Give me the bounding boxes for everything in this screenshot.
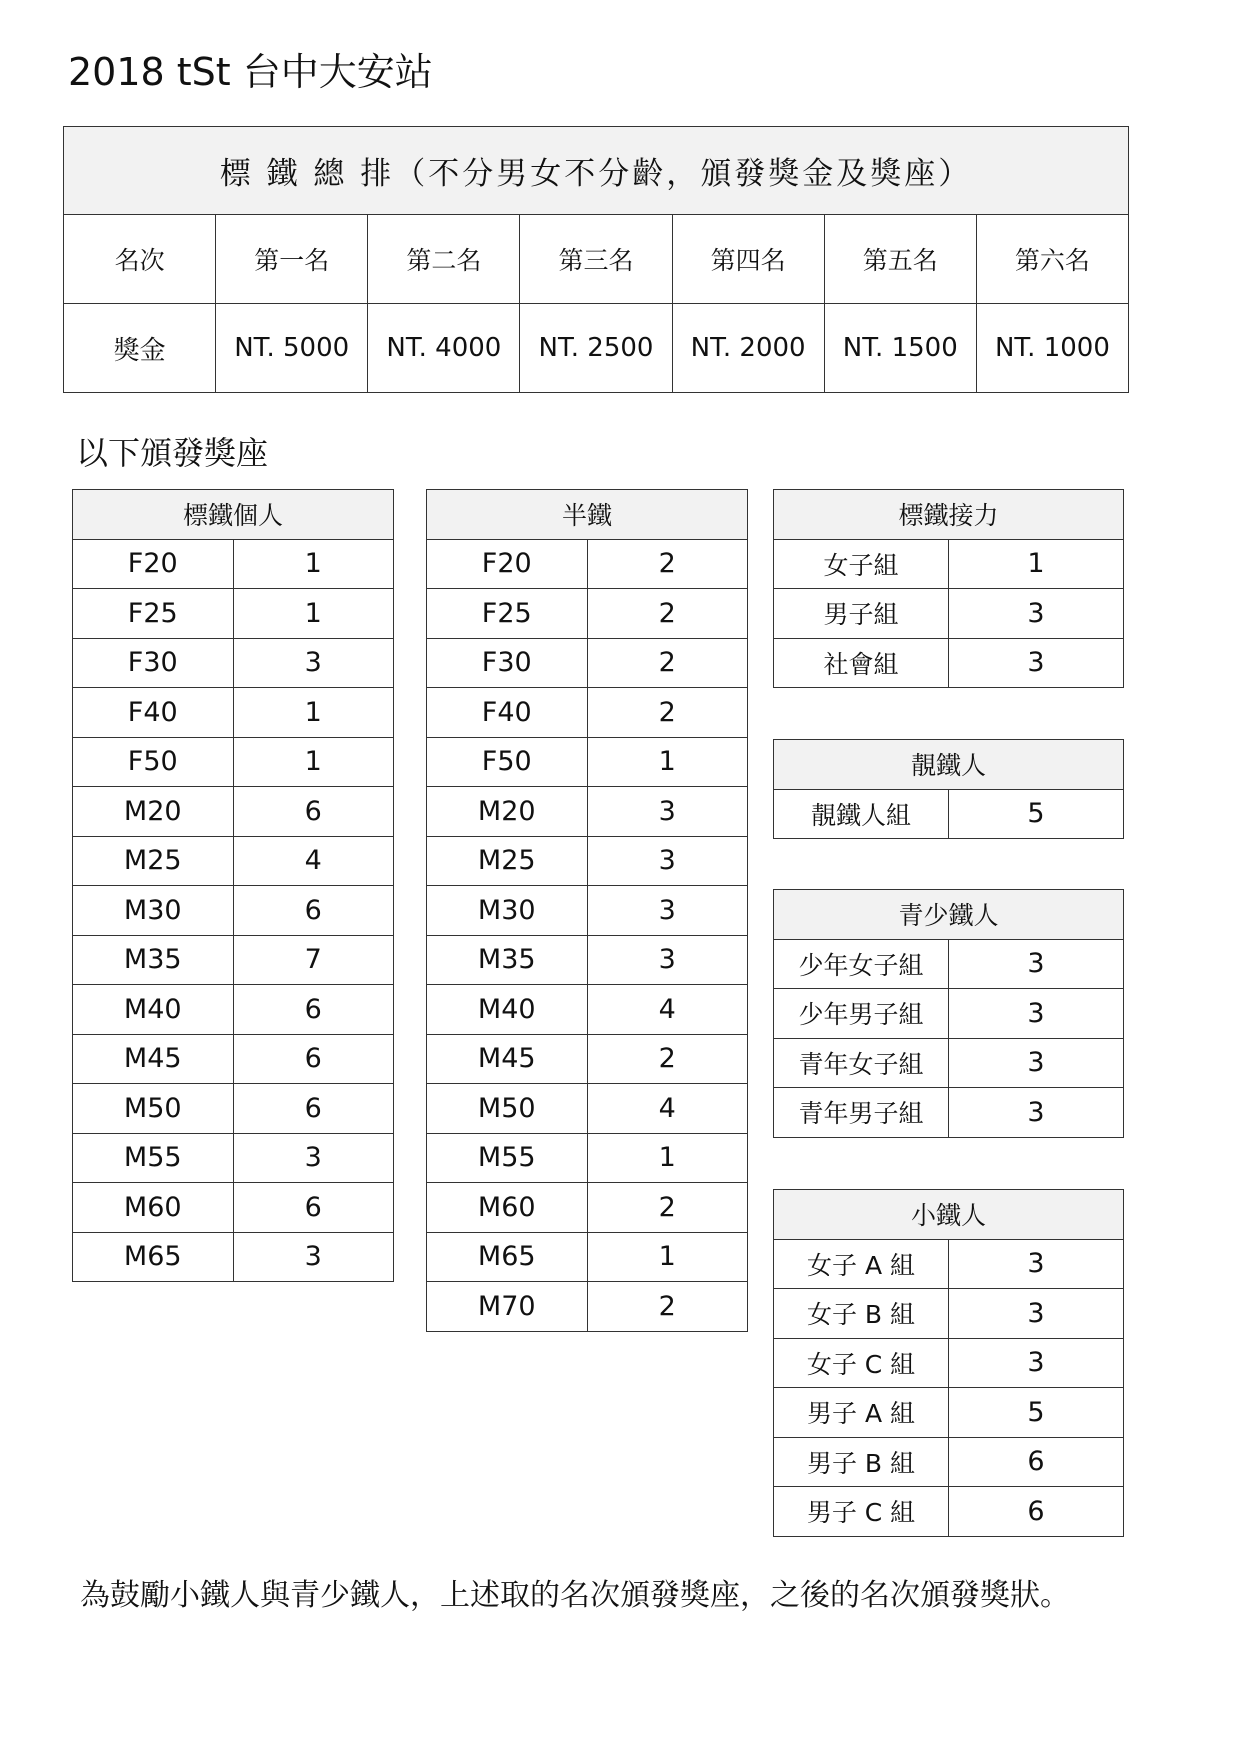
table-row <box>73 836 394 886</box>
table-row <box>73 589 394 639</box>
category-cell: M50 <box>427 1084 588 1134</box>
category-cell: F40 <box>427 688 588 738</box>
table-row <box>73 886 394 936</box>
count-cell: 3 <box>233 1232 394 1282</box>
table-row <box>73 1232 394 1282</box>
table-title: 半鐵 <box>427 490 748 540</box>
table-row <box>427 737 748 787</box>
count-cell: 1 <box>233 737 394 787</box>
count-cell: 2 <box>587 1183 748 1233</box>
count-cell: 2 <box>587 1282 748 1332</box>
rank-cell: 第一名 <box>216 215 368 304</box>
amount-label: 獎金 <box>64 304 216 393</box>
category-cell: 少年男子組 <box>774 989 949 1039</box>
count-cell: 6 <box>949 1487 1124 1537</box>
table-row <box>73 1183 394 1233</box>
table-row <box>73 1133 394 1183</box>
count-cell: 3 <box>949 638 1124 688</box>
count-cell: 6 <box>233 1084 394 1134</box>
count-cell: 6 <box>949 1437 1124 1487</box>
count-cell: 7 <box>233 935 394 985</box>
table-row <box>73 787 394 837</box>
table-title: 標鐵個人 <box>73 490 394 540</box>
count-cell: 3 <box>233 1133 394 1183</box>
table-row <box>427 985 748 1035</box>
count-cell: 5 <box>949 789 1124 839</box>
count-cell: 1 <box>587 1232 748 1282</box>
count-cell: 1 <box>949 539 1124 589</box>
category-cell: 男子組 <box>774 589 949 639</box>
count-cell: 3 <box>949 1289 1124 1339</box>
table-row <box>427 589 748 639</box>
count-cell: 6 <box>233 1034 394 1084</box>
category-cell: M30 <box>427 886 588 936</box>
category-cell: F50 <box>73 737 234 787</box>
table-row <box>427 1282 748 1332</box>
rank-cell: 第三名 <box>520 215 672 304</box>
table-row <box>427 1133 748 1183</box>
count-cell: 3 <box>949 589 1124 639</box>
category-cell: M70 <box>427 1282 588 1332</box>
trophy-section-title: 以下頒發獎座 <box>76 434 269 472</box>
category-cell: M25 <box>73 836 234 886</box>
category-cell: 男子 B 組 <box>774 1437 949 1487</box>
table-row <box>774 1038 1124 1088</box>
category-cell: F25 <box>427 589 588 639</box>
table-row <box>427 886 748 936</box>
category-cell: M40 <box>73 985 234 1035</box>
category-cell: M45 <box>427 1034 588 1084</box>
amount-cell: NT. 1500 <box>824 304 976 393</box>
category-cell: M40 <box>427 985 588 1035</box>
table-row <box>427 935 748 985</box>
kids-table <box>773 1189 1124 1537</box>
table-row <box>774 1388 1124 1438</box>
amount-cell: NT. 2500 <box>520 304 672 393</box>
rank-cell: 第六名 <box>976 215 1128 304</box>
count-cell: 3 <box>587 787 748 837</box>
count-cell: 5 <box>949 1388 1124 1438</box>
category-cell: F20 <box>73 539 234 589</box>
amount-cell: NT. 4000 <box>368 304 520 393</box>
category-cell: 青年女子組 <box>774 1038 949 1088</box>
category-cell: M60 <box>427 1183 588 1233</box>
category-cell: 社會組 <box>774 638 949 688</box>
table-title: 標鐵接力 <box>774 490 1124 540</box>
category-cell: M35 <box>73 935 234 985</box>
amount-cell: NT. 5000 <box>216 304 368 393</box>
category-cell: 男子 C 組 <box>774 1487 949 1537</box>
category-cell: M65 <box>73 1232 234 1282</box>
table-row <box>73 1034 394 1084</box>
category-cell: M20 <box>73 787 234 837</box>
amount-cell: NT. 2000 <box>672 304 824 393</box>
category-cell: 女子 C 組 <box>774 1338 949 1388</box>
count-cell: 6 <box>233 1183 394 1233</box>
category-cell: F50 <box>427 737 588 787</box>
table-row <box>774 789 1124 839</box>
count-cell: 3 <box>949 1038 1124 1088</box>
table-row <box>73 935 394 985</box>
category-cell: F30 <box>73 638 234 688</box>
category-cell: M25 <box>427 836 588 886</box>
rank-cell: 第五名 <box>824 215 976 304</box>
table-row <box>427 638 748 688</box>
table-row <box>427 1034 748 1084</box>
table-row <box>774 638 1124 688</box>
table-row <box>427 1183 748 1233</box>
rank-label: 名次 <box>64 215 216 304</box>
rank-cell: 第二名 <box>368 215 520 304</box>
count-cell: 3 <box>233 638 394 688</box>
count-cell: 1 <box>233 539 394 589</box>
table-row <box>774 589 1124 639</box>
prize-table <box>63 126 1129 393</box>
category-cell: M45 <box>73 1034 234 1084</box>
count-cell: 3 <box>949 1338 1124 1388</box>
table-row <box>774 1239 1124 1289</box>
pretty-iron-table <box>773 739 1124 839</box>
half-table <box>426 489 748 1332</box>
count-cell: 3 <box>587 836 748 886</box>
table-row <box>427 1232 748 1282</box>
count-cell: 2 <box>587 688 748 738</box>
category-cell: 女子組 <box>774 539 949 589</box>
table-title: 青少鐵人 <box>774 890 1124 940</box>
standard-individual-table <box>72 489 394 1282</box>
table-row <box>427 836 748 886</box>
count-cell: 3 <box>949 989 1124 1039</box>
table-row <box>427 1084 748 1134</box>
table-row <box>73 638 394 688</box>
count-cell: 1 <box>233 688 394 738</box>
table-row <box>73 688 394 738</box>
count-cell: 4 <box>587 985 748 1035</box>
category-cell: M55 <box>427 1133 588 1183</box>
category-cell: M65 <box>427 1232 588 1282</box>
category-cell: M30 <box>73 886 234 936</box>
page-title: 2018 tSt 台中大安站 <box>68 50 433 94</box>
category-cell: F40 <box>73 688 234 738</box>
table-row <box>774 1088 1124 1138</box>
category-cell: M35 <box>427 935 588 985</box>
table-row <box>73 1084 394 1134</box>
category-cell: 男子 A 組 <box>774 1388 949 1438</box>
count-cell: 6 <box>233 985 394 1035</box>
count-cell: 1 <box>587 737 748 787</box>
youth-table <box>773 889 1124 1138</box>
count-cell: 3 <box>949 1088 1124 1138</box>
footer-note: 為鼓勵小鐵人與青少鐵人，上述取的名次頒發獎座，之後的名次頒發獎狀。 <box>80 1578 1070 1613</box>
category-cell: M55 <box>73 1133 234 1183</box>
category-cell: M50 <box>73 1084 234 1134</box>
count-cell: 3 <box>949 939 1124 989</box>
rank-cell: 第四名 <box>672 215 824 304</box>
count-cell: 1 <box>233 589 394 639</box>
count-cell: 4 <box>587 1084 748 1134</box>
table-row <box>774 939 1124 989</box>
table-row <box>774 539 1124 589</box>
category-cell: M20 <box>427 787 588 837</box>
count-cell: 2 <box>587 539 748 589</box>
count-cell: 4 <box>233 836 394 886</box>
table-row <box>73 985 394 1035</box>
relay-table <box>773 489 1124 688</box>
prize-table-header: 標 鐵 總 排（不分男女不分齡，頒發獎金及獎座） <box>64 127 1129 215</box>
category-cell: M60 <box>73 1183 234 1233</box>
category-cell: 女子 A 組 <box>774 1239 949 1289</box>
amount-cell: NT. 1000 <box>976 304 1128 393</box>
table-title: 靚鐵人 <box>774 740 1124 790</box>
table-row <box>427 539 748 589</box>
category-cell: 靚鐵人組 <box>774 789 949 839</box>
category-cell: F20 <box>427 539 588 589</box>
category-cell: F30 <box>427 638 588 688</box>
count-cell: 6 <box>233 787 394 837</box>
table-row <box>774 1338 1124 1388</box>
category-cell: F25 <box>73 589 234 639</box>
table-row <box>774 1289 1124 1339</box>
count-cell: 2 <box>587 589 748 639</box>
table-row <box>774 989 1124 1039</box>
table-row <box>427 787 748 837</box>
table-row <box>774 1437 1124 1487</box>
table-title: 小鐵人 <box>774 1190 1124 1240</box>
table-row <box>73 737 394 787</box>
count-cell: 6 <box>233 886 394 936</box>
count-cell: 2 <box>587 1034 748 1084</box>
table-row <box>774 1487 1124 1537</box>
count-cell: 3 <box>949 1239 1124 1289</box>
count-cell: 2 <box>587 638 748 688</box>
count-cell: 1 <box>587 1133 748 1183</box>
table-row <box>73 539 394 589</box>
count-cell: 3 <box>587 886 748 936</box>
count-cell: 3 <box>587 935 748 985</box>
table-row <box>427 688 748 738</box>
category-cell: 青年男子組 <box>774 1088 949 1138</box>
category-cell: 少年女子組 <box>774 939 949 989</box>
category-cell: 女子 B 組 <box>774 1289 949 1339</box>
